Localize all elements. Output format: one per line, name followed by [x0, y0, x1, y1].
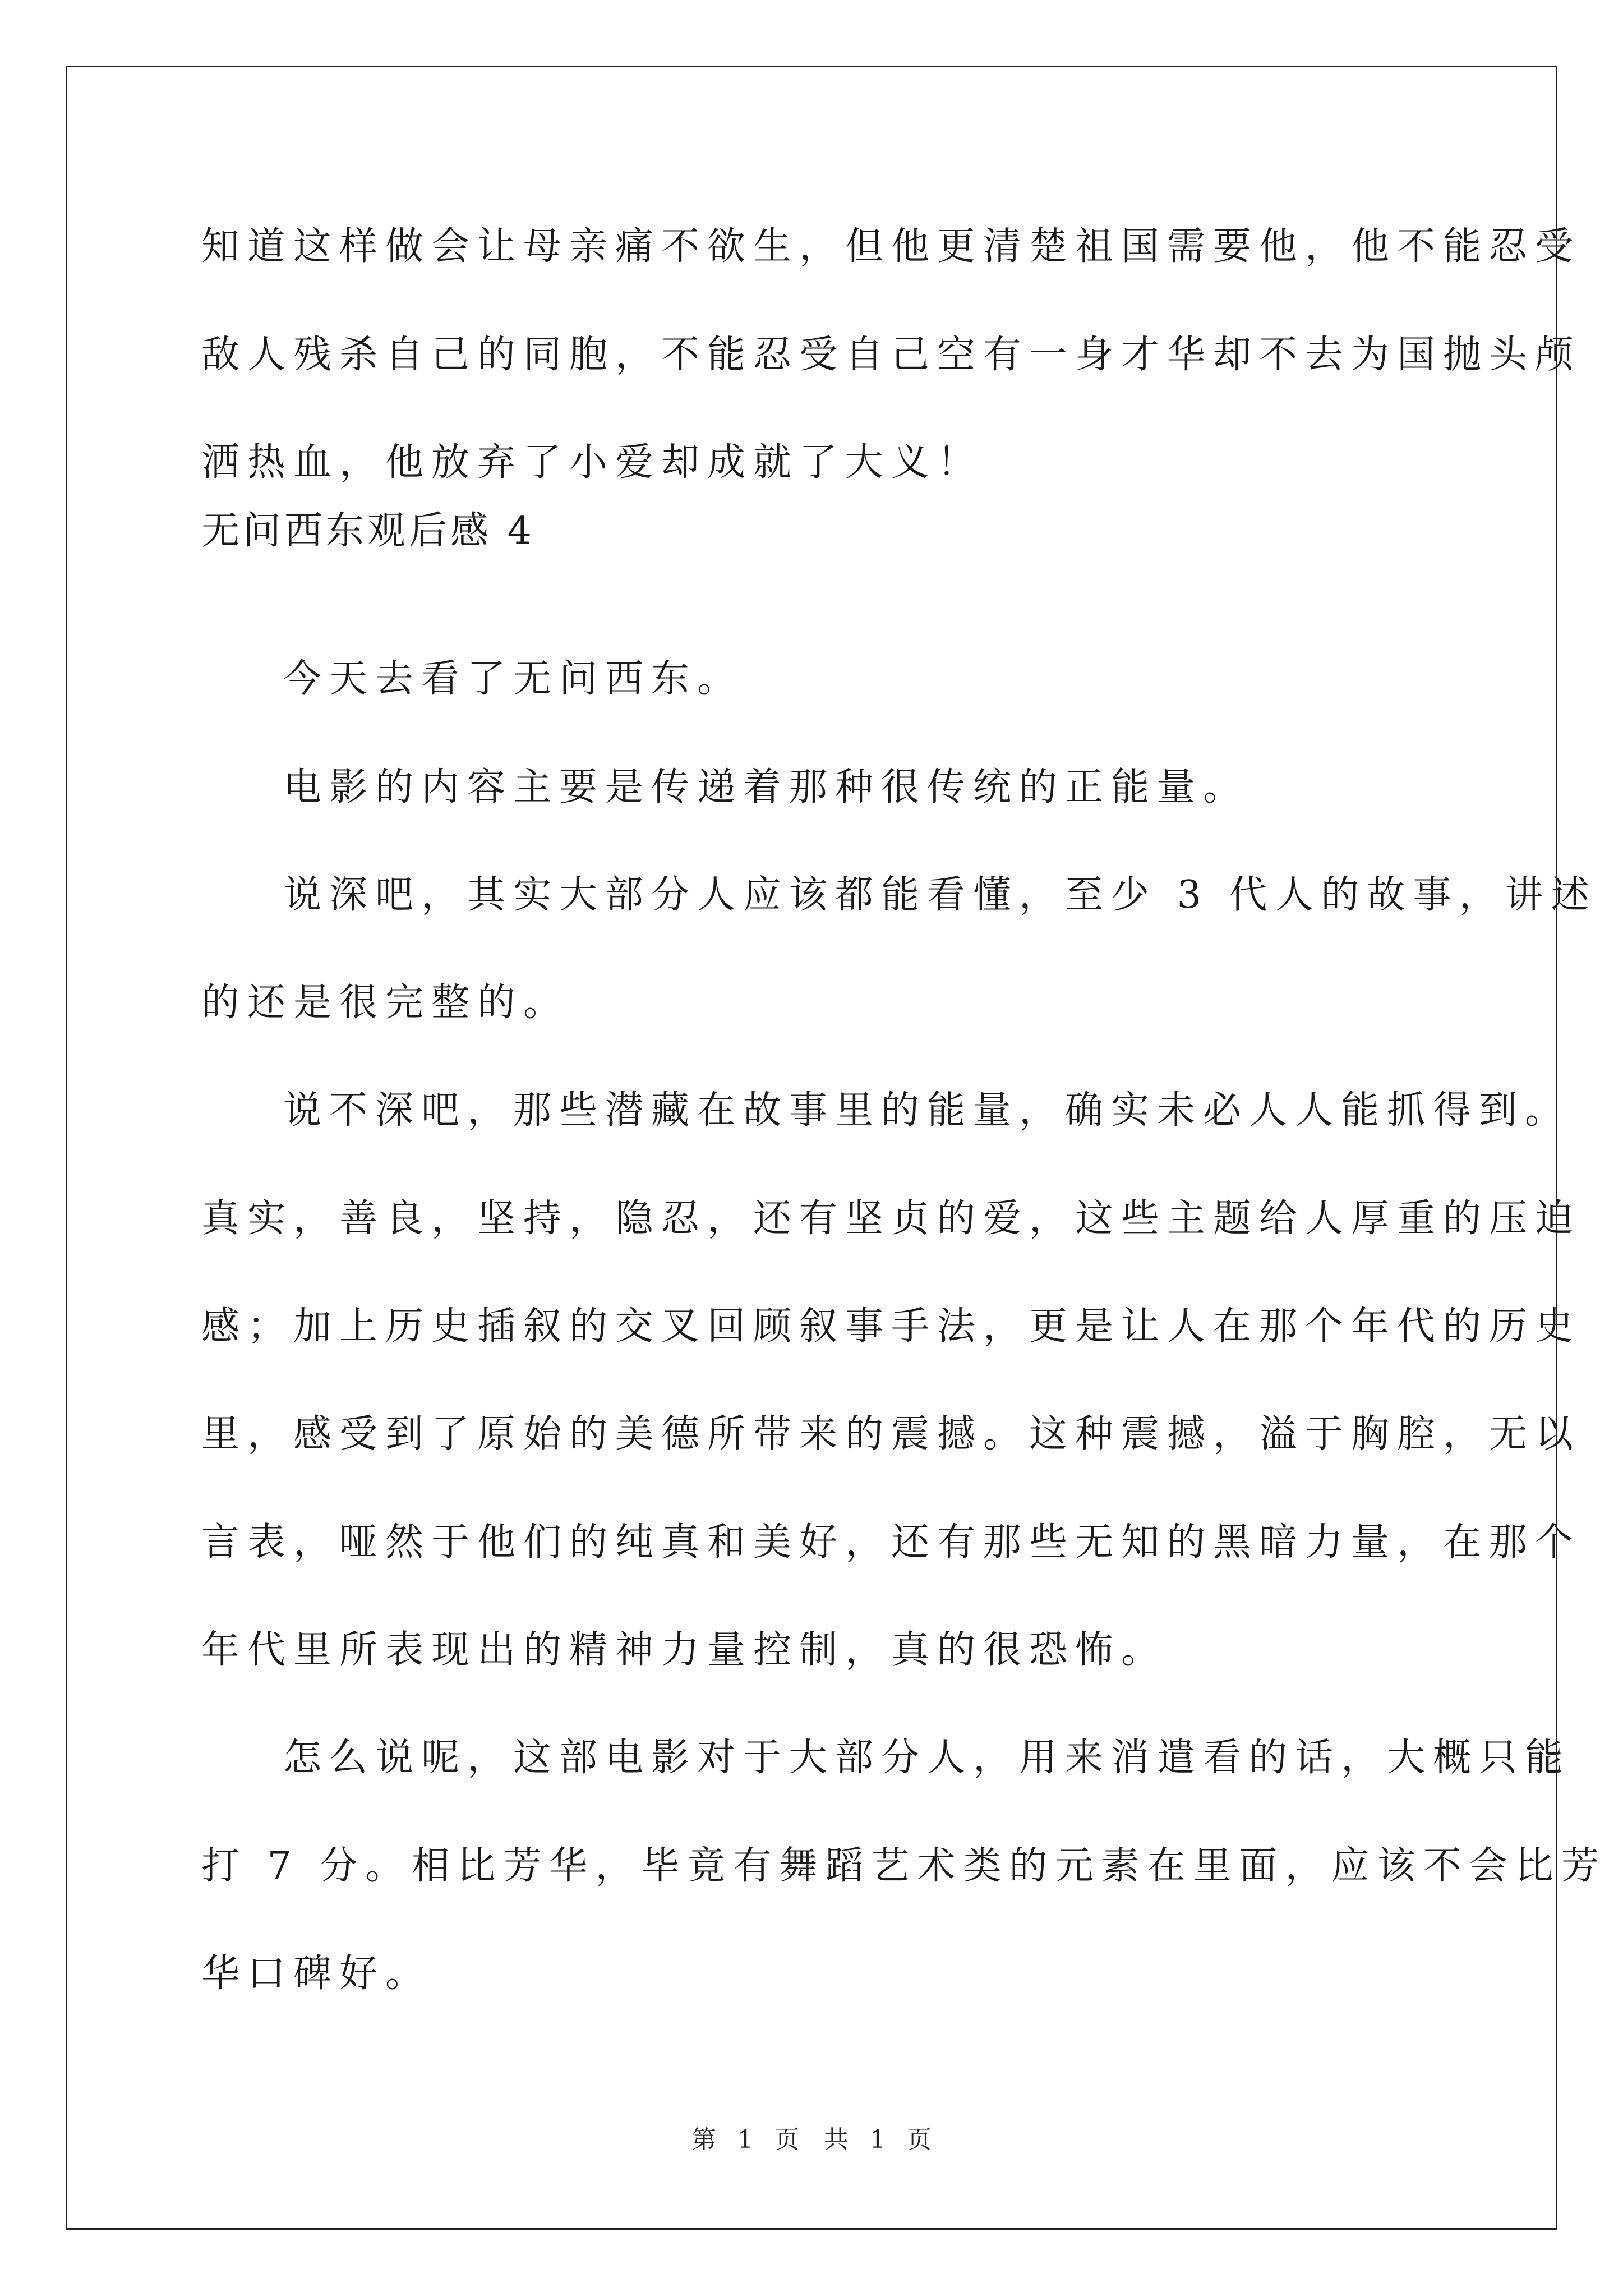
page-border: [66, 66, 1557, 2230]
paragraph-4-line-4: 里，感受到了原始的美德所带来的震撼。这种震撼，溢于胸腔，无以: [201, 1412, 1581, 1456]
body-line-2: 敌人残杀自己的同胞，不能忍受自己空有一身才华却不去为国抛头颅: [201, 333, 1581, 377]
paragraph-4-line-2: 真实，善良，坚持，隐忍，还有坚贞的爱，这些主题给人厚重的压迫: [201, 1197, 1581, 1241]
body-line-1: 知道这样做会让母亲痛不欲生，但他更清楚祖国需要他，他不能忍受: [201, 224, 1581, 269]
paragraph-4-line-1: 说不深吧，那些潜藏在故事里的能量，确实未必人人能抓得到。: [283, 1088, 1571, 1133]
paragraph-4-line-6: 年代里所表现出的精神力量控制，真的很恐怖。: [201, 1628, 1168, 1672]
body-line-3: 洒热血，他放弃了小爱却成就了大义！: [201, 440, 984, 485]
paragraph-3-line-2: 的还是很完整的。: [201, 981, 570, 1025]
paragraph-4-line-3: 感；加上历史插叙的交叉回顾叙事手法，更是让人在那个年代的历史: [201, 1304, 1581, 1349]
paragraph-3-line-1: 说深吧，其实大部分人应该都能看懂，至少 3 代人的故事，讲述: [283, 873, 1597, 917]
paragraph-5-line-1: 怎么说呢，这部电影对于大部分人，用来消遣看的话，大概只能: [283, 1736, 1571, 1780]
paragraph-2: 电影的内容主要是传递着那种很传统的正能量。: [283, 765, 1249, 809]
paragraph-4-line-5: 言表，哑然于他们的纯真和美好，还有那些无知的黑暗力量，在那个: [201, 1520, 1581, 1565]
page-number-footer: 第 1 页 共 1 页: [691, 2125, 932, 2154]
paragraph-1: 今天去看了无问西东。: [283, 657, 744, 701]
paragraph-5-line-3: 华口碑好。: [201, 1952, 432, 1996]
section-heading: 无问西东观后感 4: [201, 509, 535, 553]
paragraph-5-line-2: 打 7 分。相比芳华，毕竟有舞蹈艺术类的元素在里面，应该不会比芳: [201, 1844, 1607, 1888]
